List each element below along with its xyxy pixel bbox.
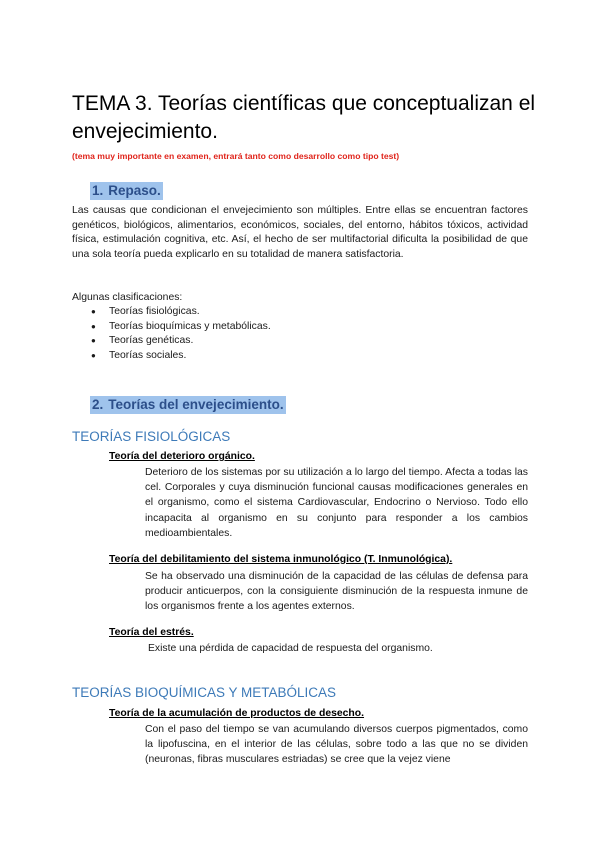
section-1-number: 1. (92, 183, 104, 198)
document-title: TEMA 3. Teorías científicas que conceptualizan el envejecimiento. (72, 92, 536, 143)
list-item: ● Teorías genéticas. (91, 334, 271, 349)
subheading-inmunologico: Teoría del debilitamiento del sistema inmunológico (T. Inmunológica). (109, 554, 453, 565)
bioquimicas-heading: TEORÍAS BIOQUÍMICAS Y METABÓLICAS (72, 685, 337, 700)
list-item: ● Teorías sociales. (91, 349, 271, 364)
classifications-intro: Algunas clasificaciones: (72, 292, 183, 303)
section-2-heading (90, 396, 286, 414)
section-1-paragraph: Las causas que condicionan el envejecimiento son múltiples. Entre ellas se encuentran factores genéticos, biológicos, alimentarios, económicos, sociales, del entorno, hábitos tóxicos, actividad física, estimulación cognitiva, etc. Así, el hecho de ser multifactorial dificulta la posibilidad de que una sola teoría pueda explicarlo en su totalidad de manera satisfactoria. (72, 205, 528, 260)
section-1-heading (90, 182, 163, 200)
text-inmunologico: Se ha observado una disminución de la capacidad de las células de defensa para producir anticuerpos, con la consiguiente disminución de la respuesta inmune de los organismos frente a los agentes externos. (145, 571, 528, 613)
text-estres: Existe una pérdida de capacidad de respuesta del organismo. (148, 643, 433, 654)
classifications-list (91, 305, 271, 363)
list-item: ● Teorías bioquímicas y metabólicas. (91, 320, 271, 335)
subheading-desecho: Teoría de la acumulación de productos de desecho. (109, 708, 365, 719)
list-item: ● Teorías fisiológicas. (91, 305, 271, 320)
text-desecho: Con el paso del tiempo se van acumulando diversos cuerpos pigmentados, como la lipofuscina, en el interior de las células, sobre todo a las que no se dividen (neuronas, fibras musculares estriadas) se cree que la vejez viene (145, 724, 528, 766)
text-deterioro: Deterioro de los sistemas por su utilización a lo largo del tiempo. Afecta a todas las cel. Corporales y cuya disminución funcional causas modificaciones generales en el organismo, como el sistema Cardiovascular, Endocrino o Nervioso. Todo ello incapacita al organismo en su conjunto para responder a los cambios medioambientales. (145, 467, 528, 539)
section-2-title: Teorías del envejecimiento. (108, 397, 284, 412)
fisiologicas-heading: TEORÍAS FISIOLÓGICAS (72, 429, 231, 444)
subheading-estres: Teoría del estrés. (109, 627, 194, 638)
exam-note: (tema muy importante en examen, entrará tanto como desarrollo como tipo test) (72, 151, 400, 161)
section-1-title: Repaso. (108, 183, 161, 198)
subheading-deterioro: Teoría del deterioro orgánico. (109, 451, 255, 462)
section-2-number: 2. (92, 397, 104, 412)
